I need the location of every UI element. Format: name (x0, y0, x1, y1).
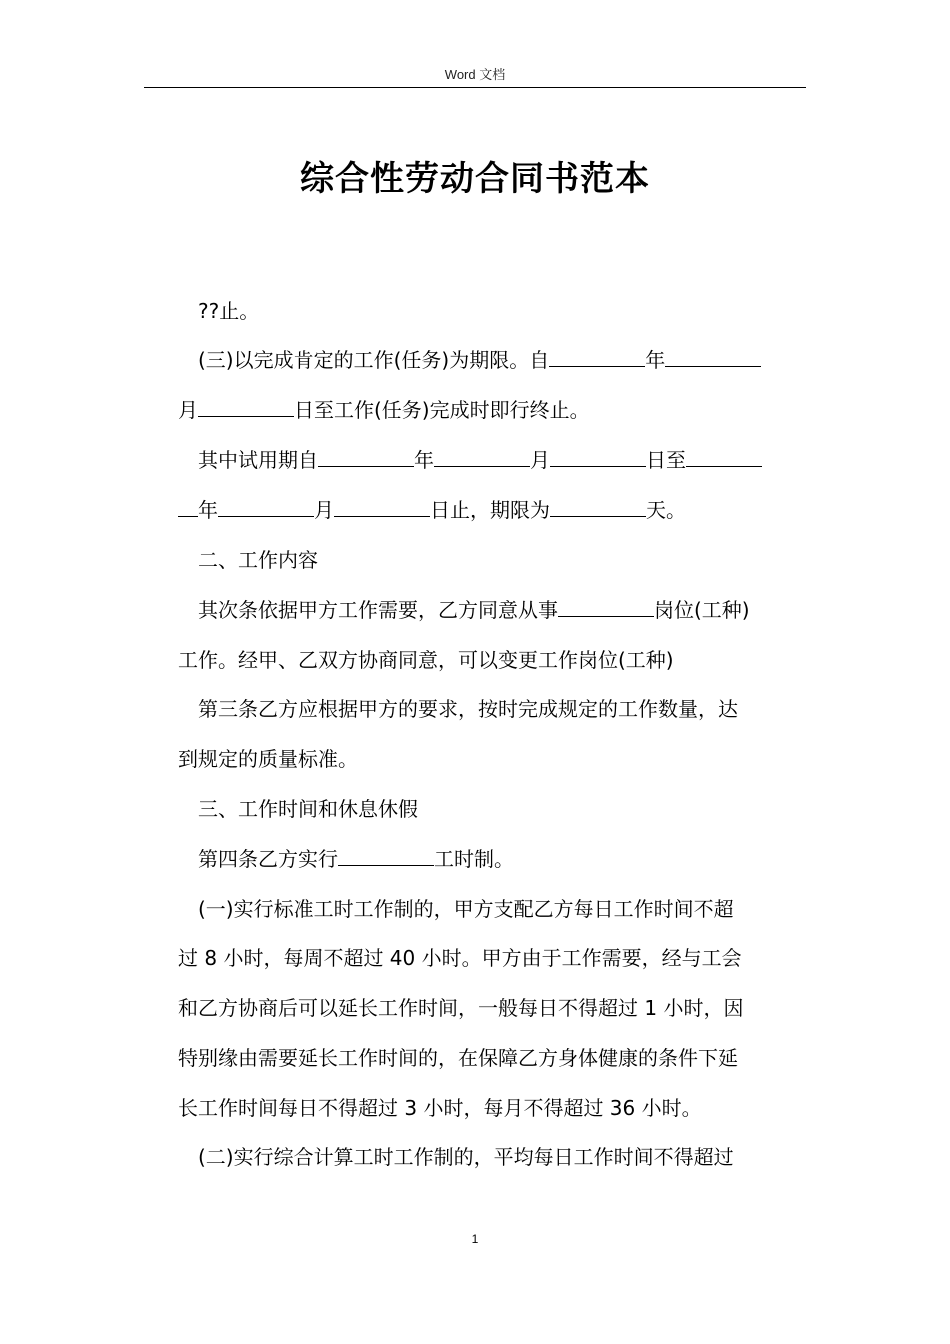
paragraph-line: 过 8 小时，每周不超过 40 小时。甲方由于工作需要，经与工会 (178, 946, 742, 970)
paragraph-line: 长工作时间每日不得超过 3 小时，每月不得超过 36 小时。 (178, 1096, 702, 1120)
paragraph-line: 第四条乙方实行 工时制。 (198, 847, 514, 871)
paragraph-line: 特别缘由需要延长工作时间的，在保障乙方身体健康的条件下延 (178, 1046, 738, 1070)
fill-blank (558, 598, 654, 617)
paragraph-line: 第三条乙方应根据甲方的要求，按时完成规定的工作数量，达 (198, 697, 738, 721)
fill-blank (549, 348, 645, 367)
fill-blank (338, 847, 434, 866)
document-title: 综合性劳动合同书范本 (300, 159, 650, 199)
header-divider (144, 87, 806, 88)
paragraph-line: (三)以完成肯定的工作(任务)为期限。自 年 (198, 345, 838, 375)
paragraph-line: 其次条依据甲方工作需要，乙方同意从事 岗位(工种) (198, 598, 750, 622)
fill-blank (218, 498, 314, 517)
fill-blank (198, 398, 294, 417)
fill-blank (178, 498, 198, 517)
paragraph-line: 和乙方协商后可以延长工作时间，一般每日不得超过 1 小时，因 (178, 996, 744, 1020)
fill-blank (434, 448, 530, 467)
fill-blank (550, 498, 646, 517)
fill-blank (665, 348, 761, 367)
paragraph-line: ??止。 (198, 299, 260, 323)
paragraph-line: (一)实行标准工时工作制的，甲方支配乙方每日工作时间不超 (198, 897, 734, 921)
fill-blank (318, 448, 414, 467)
paragraph-line: 到规定的质量标准。 (178, 747, 358, 771)
section-heading: 二、工作内容 (198, 548, 318, 572)
paragraph-line: 月 日至工作(任务)完成时即行终止。 (178, 398, 590, 422)
fill-blank (686, 448, 762, 467)
paragraph-line: 年 月 日止，期限为 天。 (178, 495, 818, 525)
page-header: Word 文档 (444, 67, 506, 82)
fill-blank (550, 448, 646, 467)
page-number: 1 (471, 1232, 479, 1246)
paragraph-line: (二)实行综合计算工时工作制的，平均每日工作时间不得超过 (198, 1145, 734, 1169)
paragraph-line: 其中试用期自 年 月 日至 (198, 445, 838, 475)
section-heading: 三、工作时间和休息休假 (198, 797, 418, 821)
paragraph-line: 工作。经甲、乙双方协商同意，可以变更工作岗位(工种) (178, 648, 674, 672)
fill-blank (334, 498, 430, 517)
